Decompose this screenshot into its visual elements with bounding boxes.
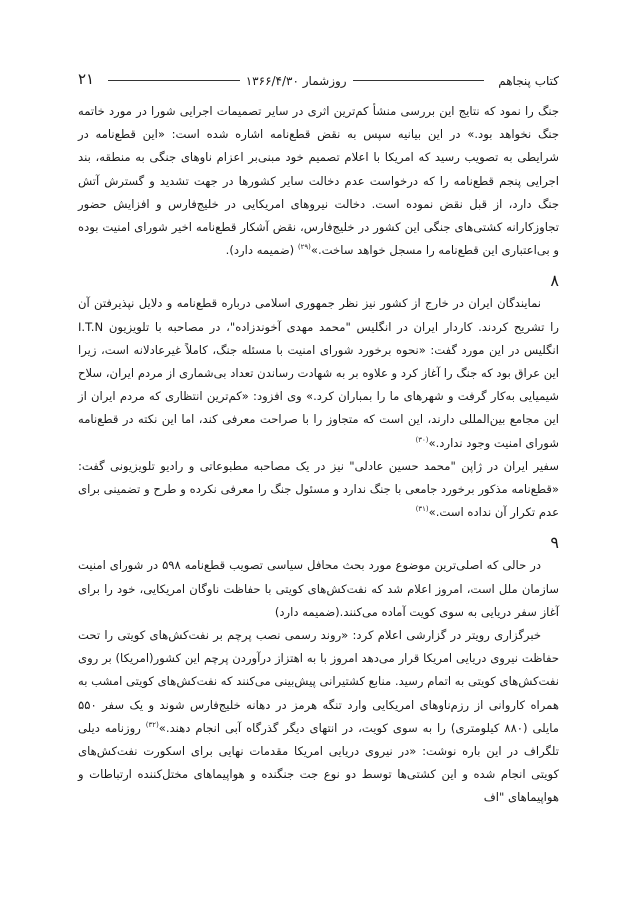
section-number-8: ۸ [550,271,559,291]
section-8-paragraph-2 [78,455,559,525]
footnote-ref-30: (۳۰) [415,435,429,444]
section-9-paragraph-1 [78,554,559,624]
paragraph-tail: (ضمیمه دارد). [225,243,298,258]
header-rule-right [353,80,485,81]
section-number-9: ۹ [550,533,559,553]
footnote-ref-29: (۲۹) [297,243,311,252]
section-9-paragraph-2 [78,624,559,810]
paragraph-text: سفیر ایران در ژاپن "محمد حسین عادلی" نیز در یک مصاحبه مطبوعاتی و رادیو تلویزیونی گفت: «قطع‌نامه مذکور برخورد جامعی با جنگ ندارد و مسئول جنگ را معرفی نکرده و طرح و تضمینی برای عدم تکرار آن نداده است.» [78,458,559,520]
paragraph-text: نمایندگان ایران در خارج از کشور نیز نظر جمهوری اسلامی درباره قطع‌نامه و دلایل نپذیرفتن آن را تشریح کردند. کاردار ایران در انگلیس "محمد مهدی آخوندزاده"، در مصاحبه با تلویزیون I.T.N انگلیس در این مورد گفت: «نحوه برخورد شورای امنیت با مسئله جنگ، کاملاً غیرعادلانه است، زیرا این عراق بود که جنگ را آغاز کرد و علاوه بر به شهادت رساندن تعداد بی‌شماری از مردم ایران، سلاح شیمیایی به‌کار گرفت و شهرهای ما را بمباران کرد.» وی افزود: «کم‌ترین انتظاری که مردم ایران از این مجامع بین‌المللی دارند، این است که متجاوز را با صراحت معرفی کند، اما این نکته در قطع‌نامه شورای امنیت وجود ندارد.» [78,296,559,450]
body-text [78,100,559,810]
paragraph-tail: روزنامه دیلی تلگراف در این باره نوشت: «در نیروی دریایی امریکا مقدمات نهایی برای اسکورت نفت‌کش‌های کویتی انجام شده و این کشتی‌ها توسط دو نوع جت جنگنده و هواپیماهای مختل‌کننده ارتباطات و هواپیماهای "اف [78,720,559,805]
footnote-ref-32: (۳۲) [145,721,159,730]
paragraph-text: جنگ را نمود که نتایج این بررسی منشأ کم‌ترین اثری در سایر تصمیمات اجرایی شورا در مورد خاتمه جنگ نخواهد بود.» در این بیانیه سپس به نقض قطع‌نامه اشاره شده است: «این قطع‌نامه در شرایطی به تصویب رسید که امریکا با اعلام تصمیم خود مبنی‌بر اعزام ناوهای جنگی به منطقه، بند اجرایی پنجم قطع‌نامه را که درخواست عدم دخالت سایر کشورها در جهت تشدید و گسترش آتش جنگ دارد، از قبل نقض نموده است. دخالت نیروهای امریکایی در خلیج‌فارس و افزایش حضور تجاوزکارانه کشتی‌های جنگی این کشور در خلیج‌فارس، نقض آشکار قطع‌نامه اخیر شورای امنیت بوده و بی‌اعتباری این قطع‌نامه را مسجل خواهد ساخت.» [78,104,559,258]
book-title: کتاب پنجاهم [498,74,559,88]
header-rule-left [108,80,240,81]
header-date-group [108,74,484,88]
paragraph-continuation [78,100,559,262]
footnote-ref-31: (۳۱) [415,505,429,514]
header-date: روزشمار ۱۳۶۶/۴/۳۰ [245,74,347,88]
paragraph-text: خبرگزاری رویتر در گزارشی اعلام کرد: «روند رسمی نصب پرچم بر نفت‌کش‌های کویتی را تحت حفاظت نیروی دریایی امریکا قرار می‌دهد امروز با به اهتزاز درآوردن پرچم این کشور(امریکا) بر روی نفت‌کش‌های کویتی به اتمام رسید. منابع کشتیرانی پیش‌بینی می‌کنند که نفت‌کش‌های کویتی امشب به همراه کاروانی از رزم‌ناوهای امریکایی وارد تنگه هرمز در دهانه خلیج‌فارس شوند و یک سفر ۵۵۰ مایلی (۸۸۰ کیلومتری) را به سوی کویت، در انتهای دیگر گذرگاه آبی انجام دهند.» [78,628,559,735]
section-8-paragraph-1 [78,292,559,454]
running-header [78,64,559,88]
paragraph-text: در حالی که اصلی‌ترین موضوع مورد بحث محافل سیاسی تصویب قطع‌نامه ۵۹۸ در شورای امنیت سازمان ملل است، امروز اعلام شد که نفت‌کش‌های کویتی با حفاظت ناوگان امریکایی، خود را برای آغاز سفر دریایی به سوی کویت آماده می‌کنند.(ضمیمه دارد) [78,558,559,619]
page-number: ۲۱ [78,70,95,88]
